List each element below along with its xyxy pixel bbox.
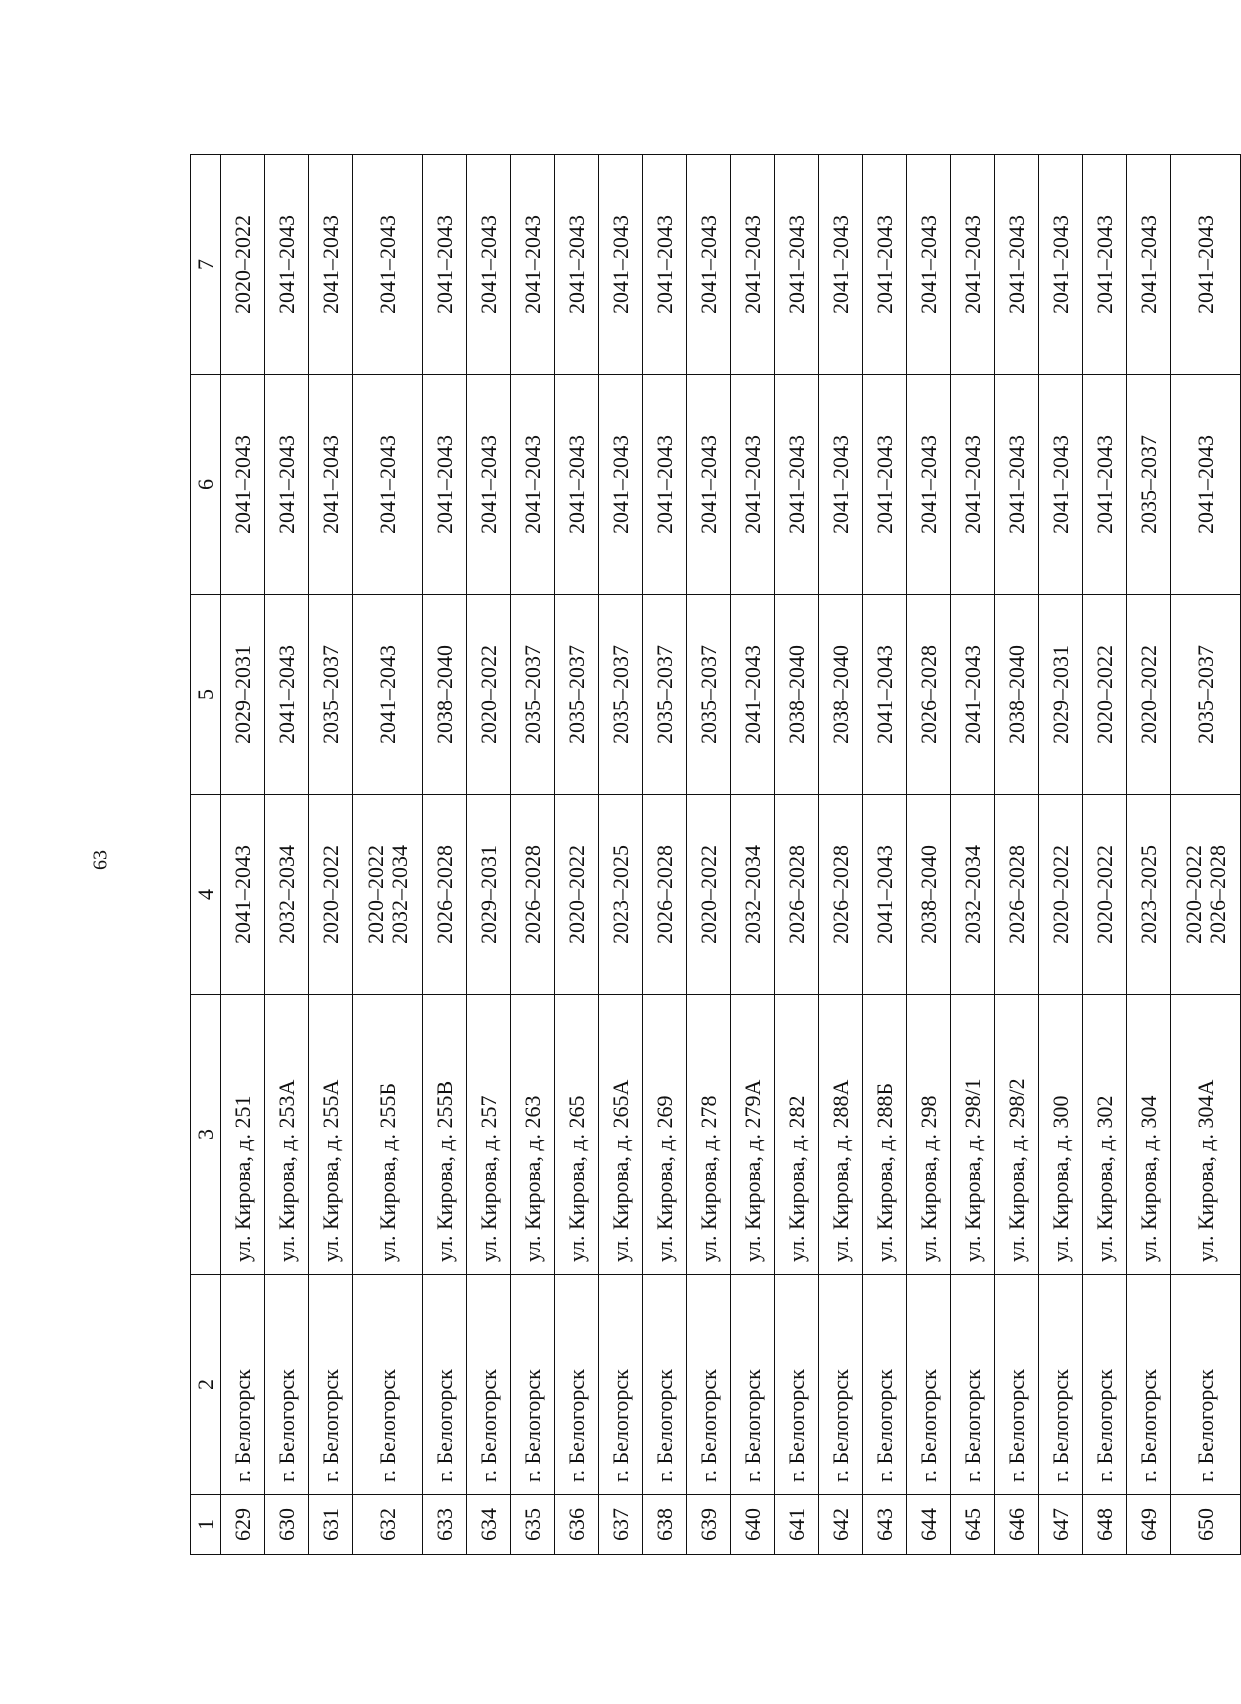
table-row	[309, 155, 353, 1555]
address-cell: ул. Кирова, д. 282	[775, 995, 819, 1275]
period-line: 2020–2022	[563, 845, 589, 944]
period-col-4-cell	[1127, 795, 1171, 995]
period-col-4-cell	[555, 795, 599, 995]
table-row	[951, 155, 995, 1555]
city-cell: г. Белогорск	[599, 1275, 643, 1495]
city-cell: г. Белогорск	[353, 1275, 423, 1495]
address-cell: ул. Кирова, д. 300	[1039, 995, 1083, 1275]
period-col-5-cell: 2038–2040	[995, 595, 1039, 795]
period-col-6-cell: 2041–2043	[555, 375, 599, 595]
period-col-4-cell	[731, 795, 775, 995]
period-col-5-cell: 2026–2028	[907, 595, 951, 795]
header-col-4: 4	[191, 795, 221, 995]
period-col-7-cell: 2041–2043	[731, 155, 775, 375]
city-cell: г. Белогорск	[1171, 1275, 1241, 1495]
period-col-7-cell: 2041–2043	[643, 155, 687, 375]
row-number-cell: 649	[1127, 1495, 1171, 1555]
period-col-7-cell: 2041–2043	[907, 155, 951, 375]
period-col-6-cell: 2041–2043	[221, 375, 265, 595]
address-cell: ул. Кирова, д. 279А	[731, 995, 775, 1275]
period-col-5-cell: 2038–2040	[819, 595, 863, 795]
period-line: 2038–2040	[915, 845, 941, 944]
period-col-6-cell: 2041–2043	[1171, 375, 1241, 595]
period-col-6-cell: 2041–2043	[995, 375, 1039, 595]
period-col-5-cell: 2020–2022	[467, 595, 511, 795]
period-col-4-cell	[643, 795, 687, 995]
row-number-cell: 645	[951, 1495, 995, 1555]
period-col-4-cell	[511, 795, 555, 995]
period-line: 2032–2034	[739, 845, 765, 944]
header-col-2: 2	[191, 1275, 221, 1495]
period-col-5-cell: 2035–2037	[511, 595, 555, 795]
row-number-cell: 640	[731, 1495, 775, 1555]
schedule-table-wrapper	[190, 155, 1240, 1555]
address-cell: ул. Кирова, д. 255А	[309, 995, 353, 1275]
period-col-7-cell: 2041–2043	[309, 155, 353, 375]
period-col-7-cell: 2041–2043	[467, 155, 511, 375]
period-col-7-cell: 2041–2043	[863, 155, 907, 375]
period-col-5-cell: 2038–2040	[775, 595, 819, 795]
period-col-5-cell: 2041–2043	[353, 595, 423, 795]
period-col-7-cell: 2041–2043	[995, 155, 1039, 375]
city-cell: г. Белогорск	[775, 1275, 819, 1495]
period-col-4-cell	[1083, 795, 1127, 995]
table-row	[1171, 155, 1241, 1555]
city-cell: г. Белогорск	[687, 1275, 731, 1495]
city-cell: г. Белогорск	[863, 1275, 907, 1495]
address-cell: ул. Кирова, д. 304А	[1171, 995, 1241, 1275]
period-col-5-cell: 2035–2037	[555, 595, 599, 795]
city-cell: г. Белогорск	[221, 1275, 265, 1495]
period-col-6-cell: 2041–2043	[775, 375, 819, 595]
address-cell: ул. Кирова, д. 255В	[423, 995, 467, 1275]
address-cell: ул. Кирова, д. 251	[221, 995, 265, 1275]
period-col-5-cell: 2029–2031	[221, 595, 265, 795]
schedule-table	[190, 154, 1241, 1555]
period-col-6-cell: 2041–2043	[1083, 375, 1127, 595]
period-col-4-cell	[265, 795, 309, 995]
row-number-cell: 634	[467, 1495, 511, 1555]
period-col-5-cell: 2041–2043	[265, 595, 309, 795]
period-col-5-cell: 2035–2037	[599, 595, 643, 795]
city-cell: г. Белогорск	[1083, 1275, 1127, 1495]
period-col-4-cell	[1039, 795, 1083, 995]
row-number-cell: 648	[1083, 1495, 1127, 1555]
table-row	[423, 155, 467, 1555]
period-col-6-cell: 2041–2043	[265, 375, 309, 595]
period-col-5-cell: 2035–2037	[1171, 595, 1241, 795]
period-col-6-cell: 2041–2043	[951, 375, 995, 595]
period-line: 2026–2028	[1204, 845, 1230, 944]
period-col-4-cell	[951, 795, 995, 995]
period-col-7-cell: 2041–2043	[599, 155, 643, 375]
period-line: 2032–2034	[386, 845, 412, 944]
city-cell: г. Белогорск	[423, 1275, 467, 1495]
period-line: 2020–2022	[1181, 845, 1207, 944]
period-line: 2041–2043	[229, 845, 255, 944]
row-number-cell: 635	[511, 1495, 555, 1555]
period-col-6-cell: 2041–2043	[1039, 375, 1083, 595]
period-col-4-cell	[687, 795, 731, 995]
address-cell: ул. Кирова, д. 288Б	[863, 995, 907, 1275]
table-row	[599, 155, 643, 1555]
period-col-5-cell: 2041–2043	[863, 595, 907, 795]
period-col-6-cell: 2041–2043	[687, 375, 731, 595]
table-row	[775, 155, 819, 1555]
city-cell: г. Белогорск	[731, 1275, 775, 1495]
address-cell: ул. Кирова, д. 304	[1127, 995, 1171, 1275]
period-line: 2023–2025	[607, 845, 633, 944]
page-number: 63	[89, 850, 112, 870]
table-row	[555, 155, 599, 1555]
period-line: 2032–2034	[959, 845, 985, 944]
table-row	[467, 155, 511, 1555]
period-col-6-cell: 2041–2043	[643, 375, 687, 595]
header-col-1: 1	[191, 1495, 221, 1555]
city-cell: г. Белогорск	[907, 1275, 951, 1495]
row-number-cell: 637	[599, 1495, 643, 1555]
period-col-7-cell: 2041–2043	[423, 155, 467, 375]
address-cell: ул. Кирова, д. 278	[687, 995, 731, 1275]
period-col-4-cell	[863, 795, 907, 995]
period-col-7-cell: 2041–2043	[951, 155, 995, 375]
period-col-7-cell: 2041–2043	[775, 155, 819, 375]
city-cell: г. Белогорск	[995, 1275, 1039, 1495]
period-col-5-cell: 2020–2022	[1083, 595, 1127, 795]
period-col-7-cell: 2041–2043	[819, 155, 863, 375]
table-row	[643, 155, 687, 1555]
period-line: 2023–2025	[1135, 845, 1161, 944]
period-line: 2020–2022	[695, 845, 721, 944]
period-line: 2032–2034	[273, 845, 299, 944]
period-col-4-cell	[221, 795, 265, 995]
row-number-cell: 630	[265, 1495, 309, 1555]
period-col-6-cell: 2041–2043	[423, 375, 467, 595]
row-number-cell: 641	[775, 1495, 819, 1555]
period-col-4-cell	[819, 795, 863, 995]
period-col-4-cell	[309, 795, 353, 995]
period-line: 2020–2022	[363, 845, 389, 944]
header-col-7: 7	[191, 155, 221, 375]
period-line: 2026–2028	[651, 845, 677, 944]
period-col-6-cell: 2041–2043	[353, 375, 423, 595]
period-col-7-cell: 2041–2043	[1127, 155, 1171, 375]
period-col-7-cell: 2041–2043	[265, 155, 309, 375]
period-col-6-cell: 2041–2043	[819, 375, 863, 595]
period-col-4-cell	[599, 795, 643, 995]
address-cell: ул. Кирова, д. 265	[555, 995, 599, 1275]
period-line: 2029–2031	[475, 845, 501, 944]
period-line: 2020–2022	[317, 845, 343, 944]
period-col-4-cell	[423, 795, 467, 995]
period-col-4-cell	[907, 795, 951, 995]
period-col-7-cell: 2041–2043	[511, 155, 555, 375]
row-number-cell: 647	[1039, 1495, 1083, 1555]
city-cell: г. Белогорск	[1039, 1275, 1083, 1495]
period-col-5-cell: 2035–2037	[309, 595, 353, 795]
period-col-5-cell: 2035–2037	[643, 595, 687, 795]
address-cell: ул. Кирова, д. 298	[907, 995, 951, 1275]
table-row	[907, 155, 951, 1555]
address-cell: ул. Кирова, д. 302	[1083, 995, 1127, 1275]
row-number-cell: 650	[1171, 1495, 1241, 1555]
city-cell: г. Белогорск	[643, 1275, 687, 1495]
period-col-7-cell: 2041–2043	[353, 155, 423, 375]
period-line: 2026–2028	[1003, 845, 1029, 944]
table-row	[863, 155, 907, 1555]
address-cell: ул. Кирова, д. 263	[511, 995, 555, 1275]
period-col-4-cell	[995, 795, 1039, 995]
row-number-cell: 636	[555, 1495, 599, 1555]
row-number-cell: 632	[353, 1495, 423, 1555]
period-col-5-cell: 2029–2031	[1039, 595, 1083, 795]
address-cell: ул. Кирова, д. 288А	[819, 995, 863, 1275]
address-cell: ул. Кирова, д. 298/2	[995, 995, 1039, 1275]
period-line: 2026–2028	[783, 845, 809, 944]
table-row	[265, 155, 309, 1555]
period-col-7-cell: 2041–2043	[1039, 155, 1083, 375]
address-cell: ул. Кирова, д. 253А	[265, 995, 309, 1275]
period-col-5-cell: 2041–2043	[951, 595, 995, 795]
period-col-6-cell: 2041–2043	[731, 375, 775, 595]
address-cell: ул. Кирова, д. 255Б	[353, 995, 423, 1275]
period-col-7-cell: 2020–2022	[221, 155, 265, 375]
address-cell: ул. Кирова, д. 269	[643, 995, 687, 1275]
period-col-4-cell	[353, 795, 423, 995]
period-line: 2026–2028	[827, 845, 853, 944]
period-col-7-cell: 2041–2043	[1083, 155, 1127, 375]
period-col-4-cell	[467, 795, 511, 995]
table-row	[221, 155, 265, 1555]
period-col-5-cell: 2041–2043	[731, 595, 775, 795]
row-number-cell: 639	[687, 1495, 731, 1555]
row-number-cell: 629	[221, 1495, 265, 1555]
city-cell: г. Белогорск	[467, 1275, 511, 1495]
period-col-7-cell: 2041–2043	[1171, 155, 1241, 375]
address-cell: ул. Кирова, д. 265А	[599, 995, 643, 1275]
row-number-cell: 631	[309, 1495, 353, 1555]
city-cell: г. Белогорск	[309, 1275, 353, 1495]
address-cell: ул. Кирова, д. 257	[467, 995, 511, 1275]
table-row	[687, 155, 731, 1555]
period-col-4-cell	[775, 795, 819, 995]
row-number-cell: 646	[995, 1495, 1039, 1555]
address-cell: ул. Кирова, д. 298/1	[951, 995, 995, 1275]
period-col-6-cell: 2041–2043	[309, 375, 353, 595]
row-number-cell: 633	[423, 1495, 467, 1555]
city-cell: г. Белогорск	[265, 1275, 309, 1495]
table-row	[1083, 155, 1127, 1555]
city-cell: г. Белогорск	[819, 1275, 863, 1495]
row-number-cell: 638	[643, 1495, 687, 1555]
period-col-6-cell: 2041–2043	[599, 375, 643, 595]
header-col-6: 6	[191, 375, 221, 595]
period-col-7-cell: 2041–2043	[555, 155, 599, 375]
header-col-3: 3	[191, 995, 221, 1275]
period-col-6-cell: 2041–2043	[511, 375, 555, 595]
city-cell: г. Белогорск	[555, 1275, 599, 1495]
city-cell: г. Белогорск	[511, 1275, 555, 1495]
period-col-7-cell: 2041–2043	[687, 155, 731, 375]
period-line: 2026–2028	[431, 845, 457, 944]
table-row	[995, 155, 1039, 1555]
period-col-6-cell: 2041–2043	[467, 375, 511, 595]
table-body	[221, 155, 1241, 1555]
period-line: 2026–2028	[519, 845, 545, 944]
period-line: 2041–2043	[871, 845, 897, 944]
period-col-6-cell: 2041–2043	[863, 375, 907, 595]
city-cell: г. Белогорск	[1127, 1275, 1171, 1495]
header-row	[191, 155, 221, 1555]
header-col-5: 5	[191, 595, 221, 795]
row-number-cell: 642	[819, 1495, 863, 1555]
row-number-cell: 644	[907, 1495, 951, 1555]
period-col-6-cell: 2041–2043	[907, 375, 951, 595]
period-col-5-cell: 2020–2022	[1127, 595, 1171, 795]
period-col-5-cell: 2035–2037	[687, 595, 731, 795]
period-col-4-cell	[1171, 795, 1241, 995]
period-line: 2020–2022	[1091, 845, 1117, 944]
period-line: 2020–2022	[1047, 845, 1073, 944]
row-number-cell: 643	[863, 1495, 907, 1555]
city-cell: г. Белогорск	[951, 1275, 995, 1495]
table-row	[819, 155, 863, 1555]
table-row	[353, 155, 423, 1555]
period-col-5-cell: 2038–2040	[423, 595, 467, 795]
table-row	[1127, 155, 1171, 1555]
table-row	[731, 155, 775, 1555]
period-col-6-cell: 2035–2037	[1127, 375, 1171, 595]
table-row	[1039, 155, 1083, 1555]
table-row	[511, 155, 555, 1555]
